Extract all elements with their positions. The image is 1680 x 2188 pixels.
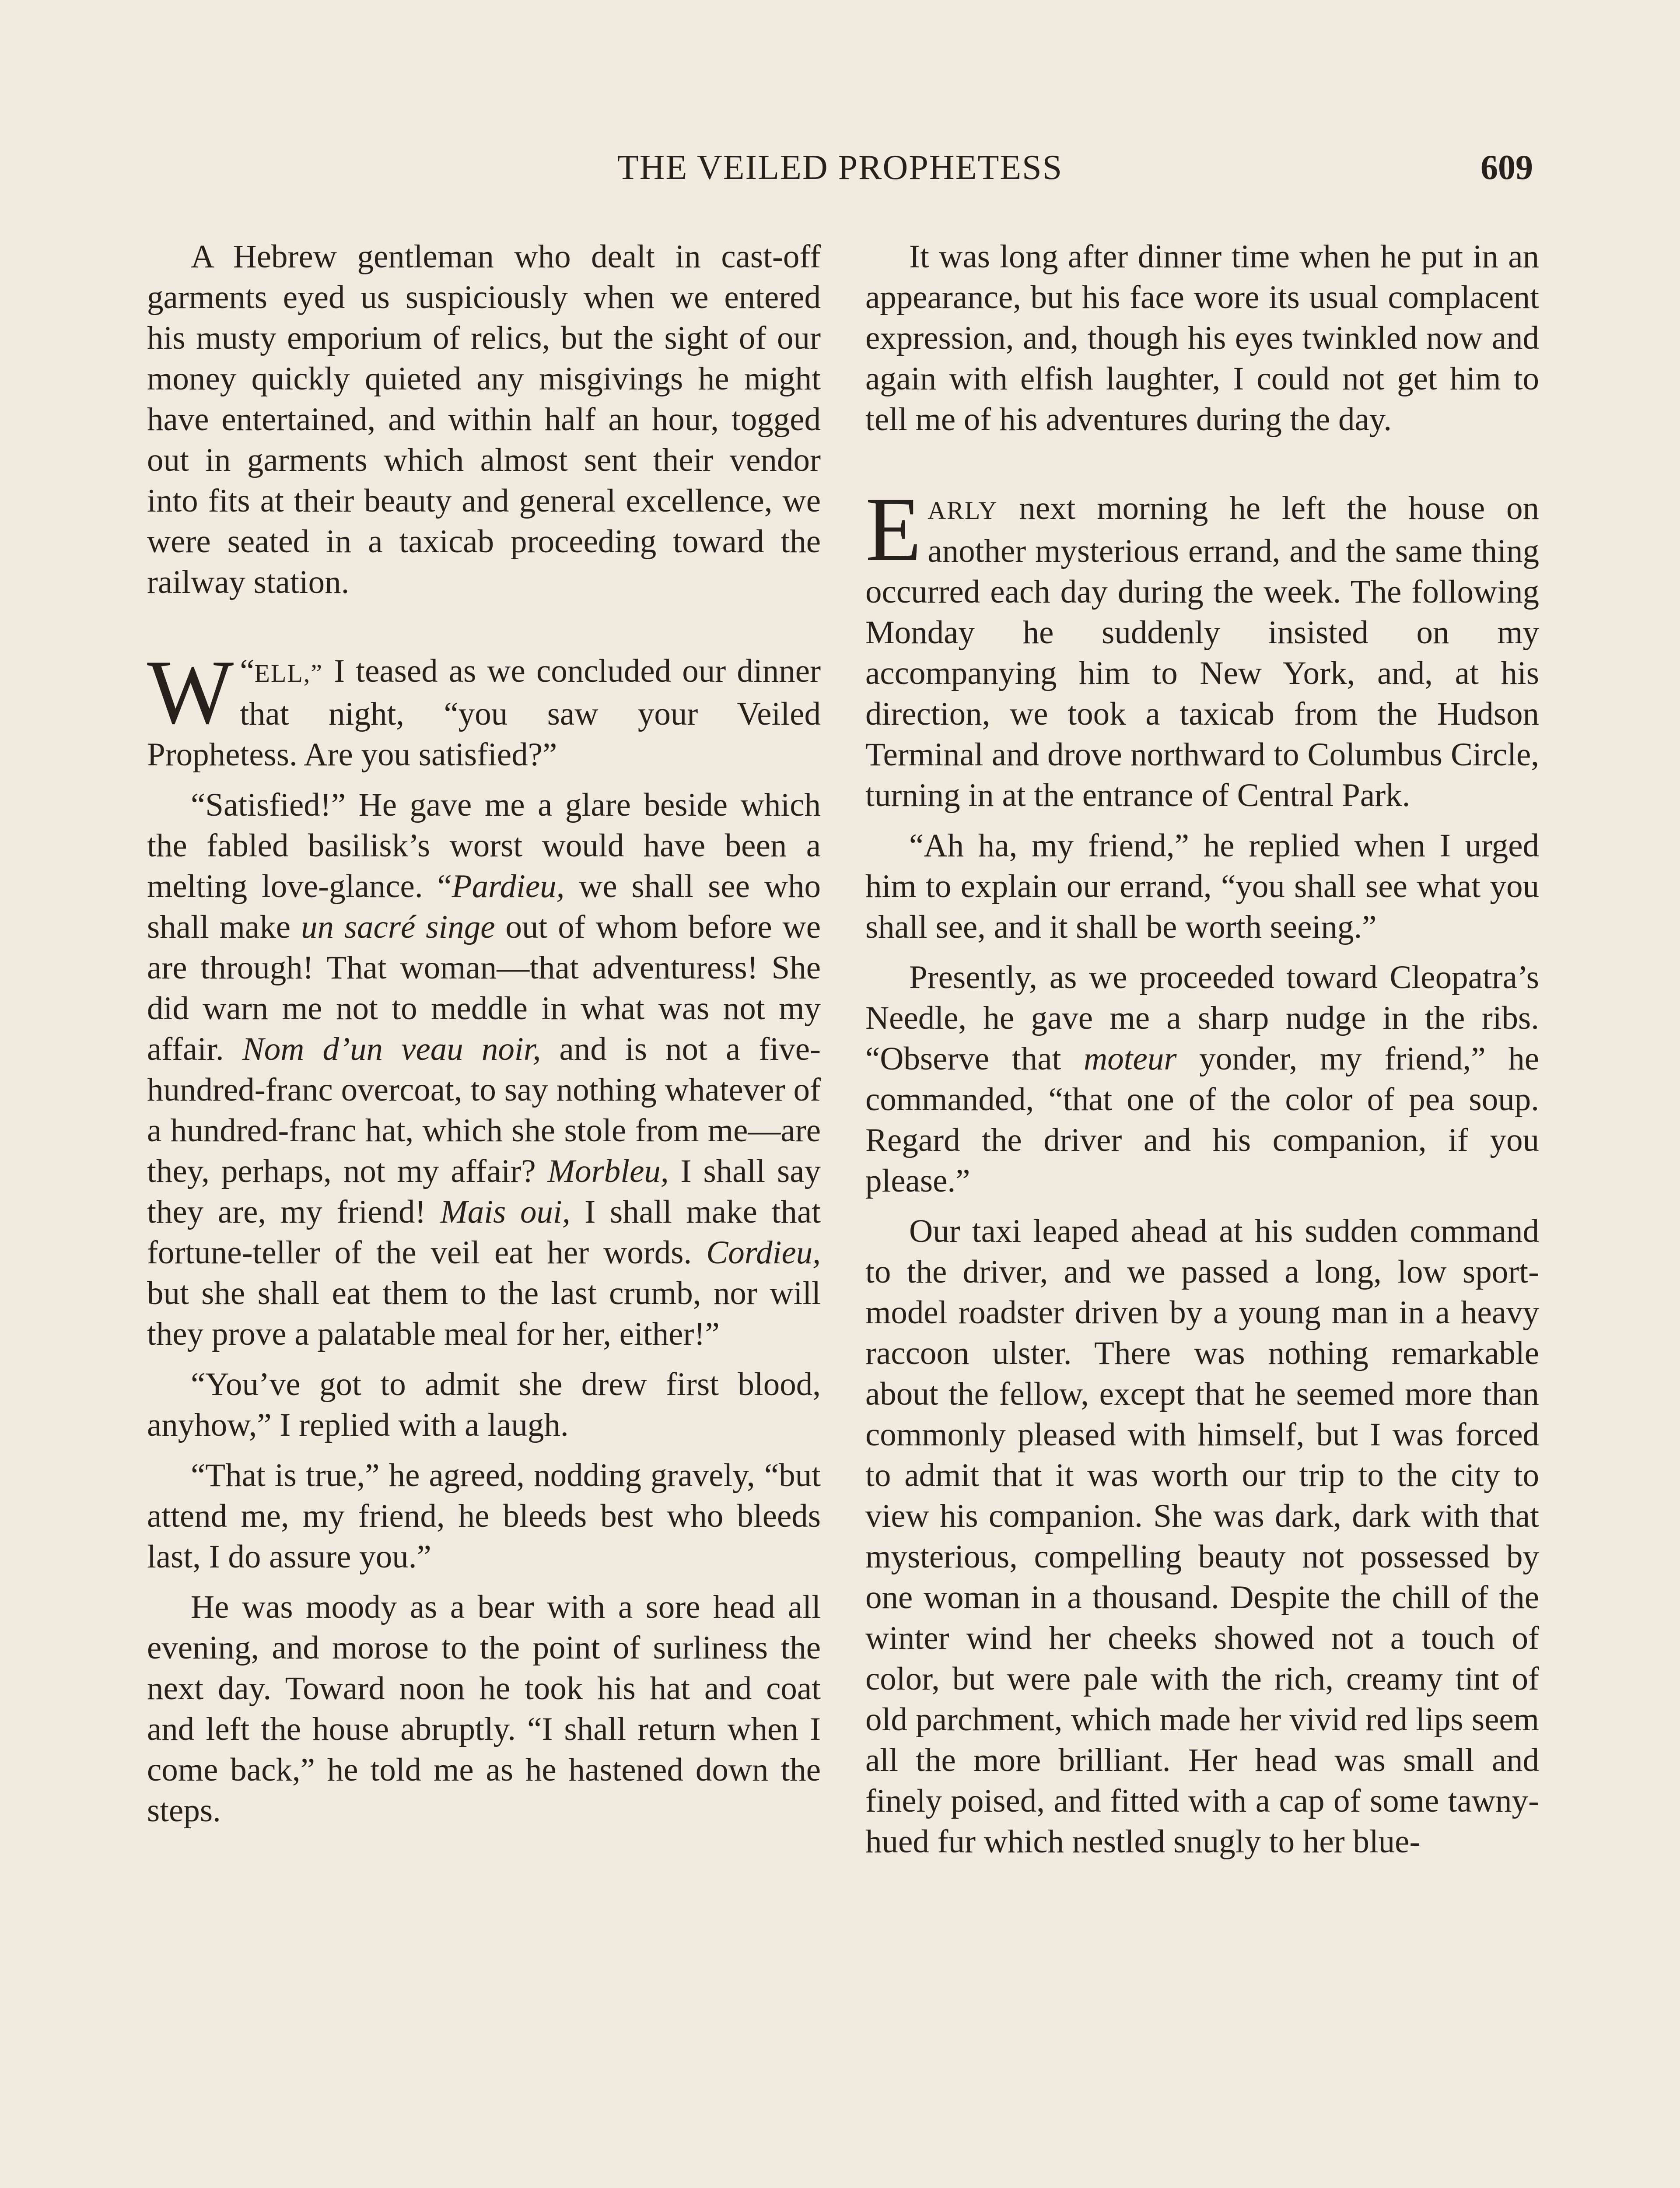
- drop-cap: W: [147, 642, 234, 743]
- italic-text: moteur: [1084, 1041, 1177, 1077]
- text-run: but she shall eat them to the last crumb, nor will they prove a palatable meal for her, either!”: [147, 1275, 821, 1352]
- paragraph-dropcap: [147, 642, 821, 775]
- italic-text: Mais oui,: [440, 1194, 570, 1230]
- italic-text: Pardieu,: [452, 868, 565, 905]
- italic-text: un sacré singe: [301, 909, 495, 945]
- paragraph: He was moody as a bear with a sore head all evening, and morose to the point of surliness the next day. Toward noon he took his hat and coat and left the house abruptly. “I shall return when I come back,” he told me as he hastened down the steps.: [147, 1589, 821, 1829]
- paragraph-text: I teased as we concluded our dinner that night, “you saw your Veiled Prophetess. Are you satisfied?”: [147, 653, 821, 773]
- paragraph: “That is true,” he agreed, nodding gravely, “but attend me, my friend, he bleeds best who bleeds last, I do assure you.”: [147, 1457, 821, 1575]
- right-column: [865, 236, 1539, 1862]
- paragraph: [147, 785, 821, 1354]
- paragraph-text: next morning he left the house on another mysterious errand, and the same thing occurred each day during the week. The following Monday he suddenly insisted on my accompanying him to New York, and, at his direction, we took a taxicab from the Hudson Terminal and drove northward to Columbus Circle, turning in at the entrance of Central Park.: [865, 490, 1539, 813]
- paragraph: “You’ve got to admit she drew first blood, anyhow,” I replied with a laugh.: [147, 1366, 821, 1443]
- italic-text: Nom d’un veau noir,: [242, 1031, 541, 1067]
- paragraph: “Ah ha, my friend,” he replied when I urged him to explain our errand, “you shall see what you shall see, and it shall be worth seeing.”: [865, 828, 1539, 945]
- text-run: “Satisfied!” He gave me a glare beside which the fabled basilisk’s worst would have been a melting love-glance. “: [147, 787, 821, 905]
- paragraph: It was long after dinner time when he put in an appearance, but his face wore its usual complacent expression, and, though his eyes twinkled now and again with elfish laughter, I could not get him to tell me of his adventures during the day.: [865, 238, 1539, 438]
- running-head: [147, 144, 1533, 192]
- small-caps-lead: ELL,”: [254, 659, 323, 687]
- small-caps-lead: ARLY: [928, 496, 998, 525]
- italic-text: Morbleu,: [547, 1153, 669, 1189]
- text-run: yonder, my friend,” he commanded, “that one of the color of pea soup. Regard the driver and his companion, if you please.”: [865, 1041, 1539, 1199]
- text-run: we shall see who shall make: [147, 868, 821, 945]
- paragraph: [865, 957, 1539, 1201]
- text-run: and is not a five-hundred-franc overcoat, to say nothing whatever of a hundred-franc hat, which she stole from me—are they, perhaps, not my affair?: [147, 1031, 821, 1189]
- paragraph: A Hebrew gentleman who dealt in cast-off garments eyed us suspiciously when we entered his musty emporium of relics, but the sight of our money quickly quieted any misgivings he might have entertained, and within half an hour, togged out in garments which almost sent their vendor into fits at their beauty and general excellence, we were seated in a taxicab proceeding toward the railway station.: [147, 238, 821, 600]
- paragraph: Our taxi leaped ahead at his sudden command to the driver, and we passed a long, low sport-model roadster driven by a young man in a heavy raccoon ulster. There was nothing remarkable about the fellow, except that he seemed more than commonly pleased with himself, but I was forced to admit that it was worth our trip to the city to view his companion. She was dark, dark with that mysterious, compelling beauty not possessed by one woman in a thousand. Despite the chill of the winter wind her cheeks showed not a touch of color, but were pale with the rich, creamy tint of old parchment, which made her vivid red lips seem all the more brilliant. Her head was small and finely poised, and fitted with a cap of some tawny-hued fur which nestled snugly to her blue-: [865, 1213, 1539, 1860]
- drop-cap: E: [865, 479, 922, 580]
- text-run: I shall make that fortune-teller of the veil eat her words.: [147, 1194, 821, 1271]
- italic-text: Cordieu,: [706, 1234, 821, 1271]
- text-run: out of whom before we are through! That woman—that adventuress! She did warn me not to meddle in what was not my affair.: [147, 909, 821, 1067]
- left-column: [147, 236, 821, 1831]
- opening-quote: “: [240, 653, 255, 689]
- paragraph-dropcap: [865, 479, 1539, 816]
- text-run: Presently, as we proceeded toward Cleopatra’s Needle, he gave me a sharp nudge in the ribs. “Observe that: [865, 959, 1539, 1077]
- text-run: I shall say they are, my friend!: [147, 1153, 821, 1230]
- running-title: THE VEILED PROPHETESS: [617, 148, 1063, 187]
- page-number: 609: [1480, 148, 1533, 187]
